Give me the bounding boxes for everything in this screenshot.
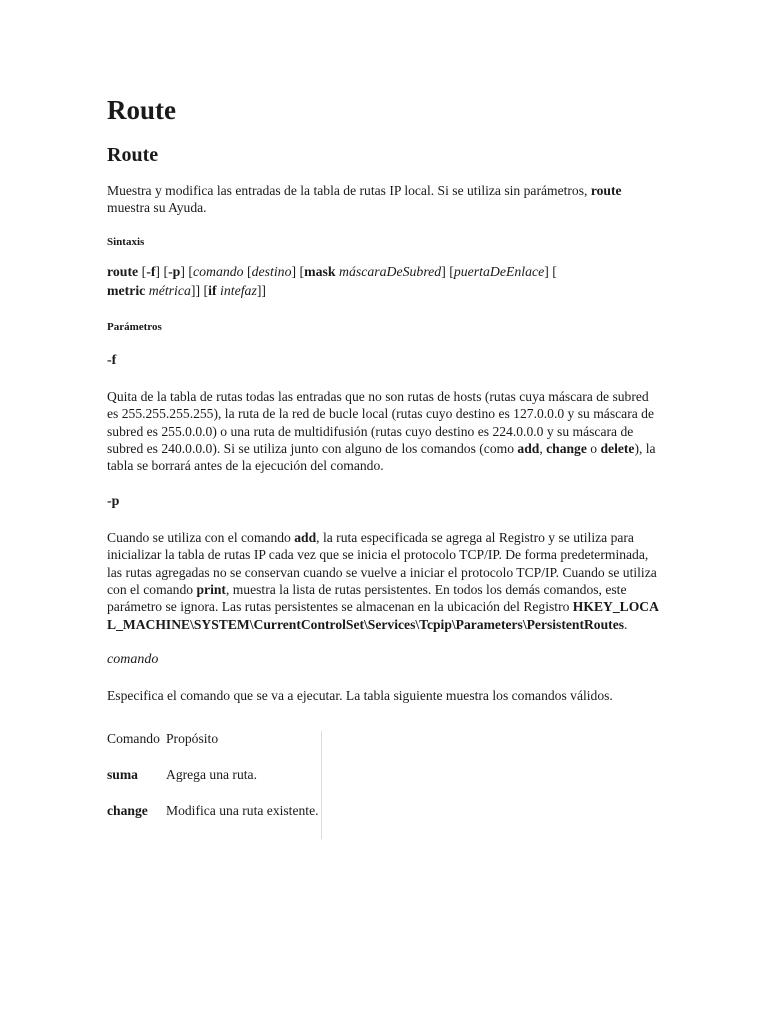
intro-paragraph (107, 182, 663, 217)
commands-table (107, 731, 322, 839)
option-p-description (107, 529, 663, 633)
syntax-destino: destino (251, 263, 292, 279)
syntax-mask: mask (304, 263, 336, 279)
keyword-delete: delete (600, 441, 635, 457)
syntax-sep: ] [ (544, 263, 557, 279)
syntax-sep: [ (243, 263, 252, 279)
syntax-comando: comando (192, 263, 244, 279)
comando-description: Especifica el comando que se va a ejecutar. La tabla siguiente muestra los comandos válidos. (107, 688, 613, 704)
document-content (107, 94, 663, 839)
syntax-sep: ]] [ (190, 283, 209, 299)
table-header-row (107, 731, 321, 767)
comando-label: comando (107, 652, 159, 668)
keyword-change: change (546, 441, 587, 457)
option-p-text-3: , muestra la lista de rutas persistentes. En todos los demás comandos, este parámetro se ignora. Las rutas persistentes se almacenan en la ubicación del Registro (107, 582, 627, 615)
option-f-text-2: ), la tabla se borrará antes de la ejecución del comando. (107, 441, 656, 474)
syntax-metrica: métrica (148, 283, 191, 299)
syntax-metric: metric (107, 283, 146, 299)
option-p-text-1: Cuando se utiliza con el comando (107, 529, 295, 545)
syntax-sep: ]] (256, 283, 267, 299)
table-header-comando: Comando (107, 730, 160, 746)
syntax-sep: ] [ (291, 263, 305, 279)
keyword-add: add (294, 529, 317, 545)
table-row (107, 803, 321, 839)
syntax-sep: ] [ (441, 263, 454, 279)
syntax-route: route (107, 263, 139, 279)
option-f-label: -f (107, 352, 117, 368)
table-row (107, 767, 321, 803)
syntax-p: -p (168, 263, 181, 279)
option-p-end: . (624, 616, 628, 632)
page-title: Route (107, 95, 176, 125)
keyword-print: print (196, 582, 226, 598)
syntax-intefaz: intefaz (220, 283, 257, 299)
option-p-text-2: , la ruta especificada se agrega al Registro y se utiliza para inicializar la tabla de rutas IP cada vez que se inicia el protocolo TCP/IP. De forma predeterminada, las rutas agregadas no se conservan cuando se vuelve a iniciar el protocolo TCP/IP. Cuando se utiliza con el comando (107, 529, 657, 598)
table-cell-command: suma (107, 766, 138, 782)
syntax-sep: [ (138, 263, 147, 279)
syntax-puerta: puertaDeEnlace (453, 263, 545, 279)
option-f-text-1: Quita de la tabla de rutas todas las entradas que no son rutas de hosts (rutas cuya máscara de subred es 255.255.255.255), la ruta de la red de bucle local (rutas cuyo destino es 127.0.0.0 y su máscara de subred es 255.0.0.0) o una ruta de multidifusión (rutas cuyo destino es 224.0.0.0 y su máscara de subred es 240.0.0.0). Si se utiliza junto con alguno de los comandos (como (107, 388, 654, 457)
registry-path: HKEY_LOCAL_MACHINE\SYSTEM\CurrentControlSet\Services\Tcpip\Parameters\PersistentRoutes (107, 599, 659, 632)
intro-route-keyword: route (590, 183, 622, 198)
option-f-sep: o (586, 441, 601, 457)
option-f-description (107, 388, 663, 475)
intro-text-1: Muestra y modifica las entradas de la tabla de rutas IP local. Si se utiliza sin parámetros, (107, 183, 591, 198)
syntax-sep: ] [ (155, 263, 169, 279)
option-f-sep: , (539, 441, 547, 457)
page-subtitle: Route (107, 144, 159, 166)
syntax-if: if (208, 283, 217, 299)
option-p-label: -p (107, 493, 120, 509)
syntax-sep: ] [ (180, 263, 193, 279)
table-cell-description: Modifica una ruta existente. (166, 803, 321, 839)
intro-text-2: muestra su Ayuda. (107, 200, 207, 216)
params-heading: Parámetros (107, 320, 162, 333)
table-cell-command: change (107, 802, 148, 818)
table-header-proposito: Propósito (166, 731, 321, 767)
syntax-line (107, 262, 663, 301)
syntax-mascara: máscaraDeSubred (339, 263, 442, 279)
syntax-f: -f (146, 263, 156, 279)
syntax-heading: Sintaxis (107, 235, 145, 248)
table-cell-description: Agrega una ruta. (166, 767, 321, 803)
keyword-add: add (517, 441, 540, 457)
